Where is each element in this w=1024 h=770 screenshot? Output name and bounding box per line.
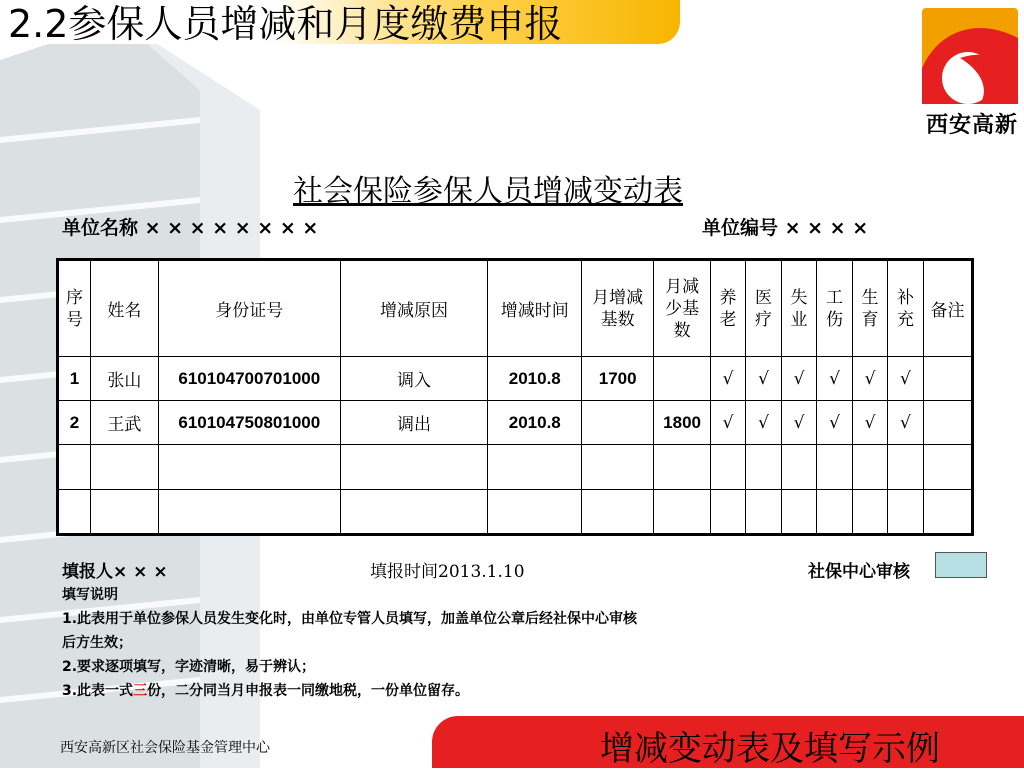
cell-reason: 调出 <box>340 401 488 445</box>
header-name: 姓名 <box>90 260 158 357</box>
cell-id: 610104700701000 <box>158 357 340 401</box>
table-row <box>58 357 973 401</box>
header-medical: 医疗 <box>746 260 782 357</box>
cell-maternity: √ <box>853 401 888 445</box>
cell-monthly-base: 1700 <box>582 357 654 401</box>
logo-text: 西安高新 <box>925 113 1018 138</box>
header-pension: 养老 <box>711 260 746 357</box>
slide-title: 2.2参保人员增减和月度缴费申报 <box>8 2 563 46</box>
instruction-1: 1.此表用于单位参保人员发生变化时，由单位专管人员填写，加盖单位公章后经社保中心审核 <box>62 611 638 627</box>
header-supplement: 补充 <box>887 260 923 357</box>
cell-medical: √ <box>746 401 782 445</box>
header-time: 增减时间 <box>488 260 582 357</box>
cell-reason: 调入 <box>340 357 488 401</box>
table-row-empty <box>58 490 973 535</box>
cell-name: 王武 <box>90 401 158 445</box>
unit-code: 单位编号 × × × × <box>702 217 869 239</box>
form-title: 社会保险参保人员增减变动表 <box>293 174 683 209</box>
cell-pension: √ <box>711 357 746 401</box>
header-decrease-base: 月减少基数 <box>654 260 711 357</box>
cell-injury: √ <box>817 401 853 445</box>
cell-unemployment: √ <box>782 401 817 445</box>
slide-subtitle: 增减变动表及填写示例 <box>600 729 940 769</box>
header-injury: 工伤 <box>817 260 853 357</box>
table-row-empty <box>58 445 973 490</box>
review-stamp-box <box>935 552 987 578</box>
table-row <box>58 401 973 445</box>
org-name: 西安高新区社会保险基金管理中心 <box>60 740 270 756</box>
fill-time: 填报时间2013.1.10 <box>370 562 525 582</box>
header-remarks: 备注 <box>923 260 972 357</box>
header-monthly-base: 月增减基数 <box>582 260 654 357</box>
header-reason: 增减原因 <box>340 260 488 357</box>
change-table <box>56 258 974 536</box>
cell-maternity: √ <box>853 357 888 401</box>
instruction-2: 2.要求逐项填写，字迹清晰，易于辨认； <box>62 659 316 675</box>
cell-decrease-base: 1800 <box>654 401 711 445</box>
cell-unemployment: √ <box>782 357 817 401</box>
cell-monthly-base <box>582 401 654 445</box>
cell-id: 610104750801000 <box>158 401 340 445</box>
instructions <box>62 583 637 703</box>
instruction-1-cont: 后方生效； <box>62 635 132 651</box>
cell-supplement: √ <box>887 401 923 445</box>
header-id: 身份证号 <box>158 260 340 357</box>
cell-remarks <box>923 357 972 401</box>
cell-supplement: √ <box>887 357 923 401</box>
cell-pension: √ <box>711 401 746 445</box>
header-seq: 序号 <box>58 260 91 357</box>
header-maternity: 生育 <box>853 260 888 357</box>
header-unemployment: 失业 <box>782 260 817 357</box>
cell-remarks <box>923 401 972 445</box>
unit-name: 单位名称 × × × × × × × × <box>62 217 319 239</box>
cell-injury: √ <box>817 357 853 401</box>
cell-decrease-base <box>654 357 711 401</box>
cell-seq: 1 <box>58 357 91 401</box>
instruction-3: 3.此表一式三份，二分同当月申报表一同缴地税，一份单位留存。 <box>62 683 470 699</box>
cell-time: 2010.8 <box>488 357 582 401</box>
instructions-heading: 填写说明 <box>62 587 118 603</box>
filler: 填报人× × × <box>62 562 168 582</box>
cell-medical: √ <box>746 357 782 401</box>
cell-seq: 2 <box>58 401 91 445</box>
cell-time: 2010.8 <box>488 401 582 445</box>
cell-name: 张山 <box>90 357 158 401</box>
review-label: 社保中心审核 <box>808 562 910 582</box>
